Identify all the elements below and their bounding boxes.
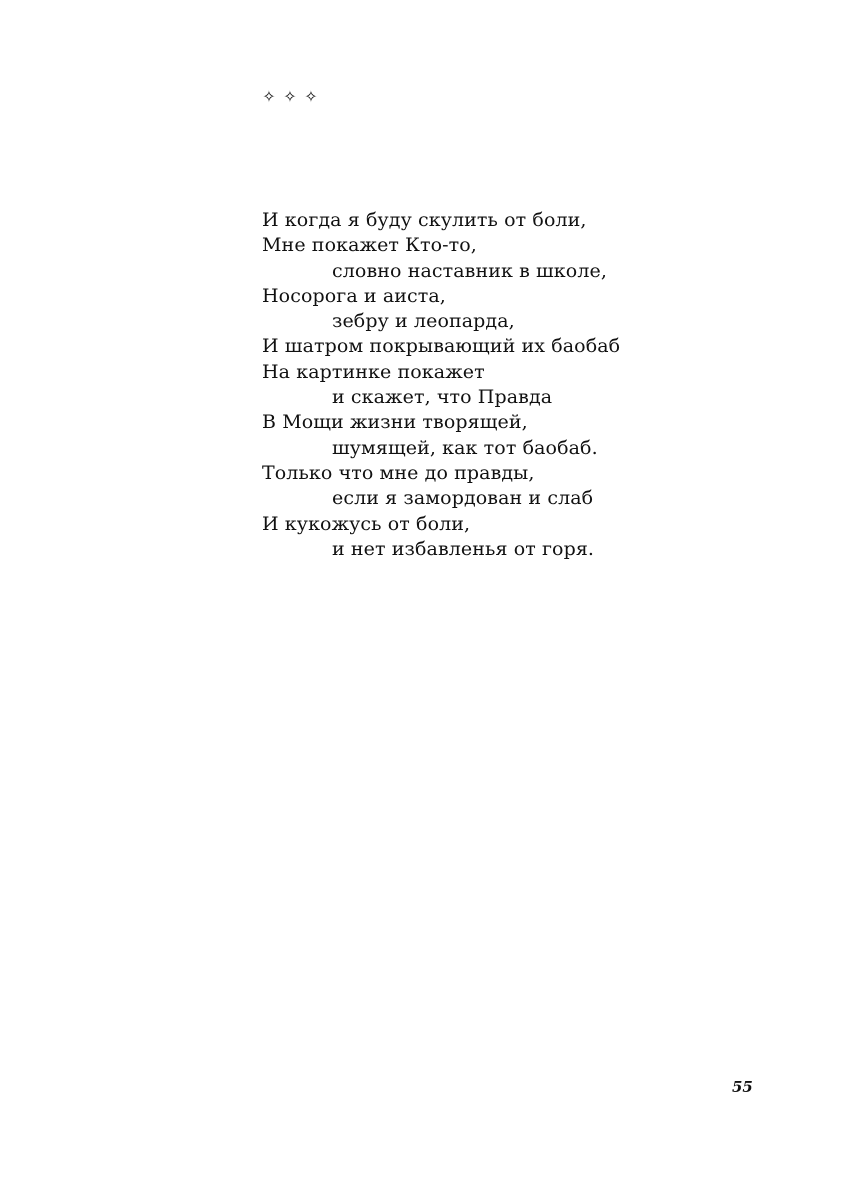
page-number: 55 [732, 1078, 753, 1096]
poem-line: На картинке покажет [262, 360, 485, 383]
star-ornament-icon: ✧ [283, 87, 297, 106]
poem-line: И кукожусь от боли, [262, 512, 471, 535]
poem-line: И когда я буду скулить от боли, [262, 209, 587, 231]
poem-line-indented: и нет избавленья от горя. [332, 537, 595, 560]
poem-line-indented: шумящей, как тот баобаб. [332, 436, 598, 459]
poem [262, 208, 782, 562]
poem-line-indented: зебру и леопарда, [332, 310, 515, 333]
star-ornament-icon: ✧ [304, 87, 318, 106]
poem-line: Носорога и аиста, [262, 284, 446, 307]
poem-line-indented: и скажет, что Правда [332, 386, 553, 409]
poem-line-indented: словно наставник в школе, [332, 259, 607, 282]
star-ornament-icon: ✧ [262, 87, 276, 106]
poem-line-indented: если я замордован и слаб [332, 487, 594, 510]
poem-line: В Мощи жизни творящей, [262, 411, 528, 434]
poem-line: Только что мне до правды, [262, 461, 535, 484]
poem-line: Мне покажет Кто-то, [262, 234, 477, 257]
section-ornament [261, 86, 319, 108]
poem-line: И шатром покрывающий их баобаб [262, 335, 621, 358]
